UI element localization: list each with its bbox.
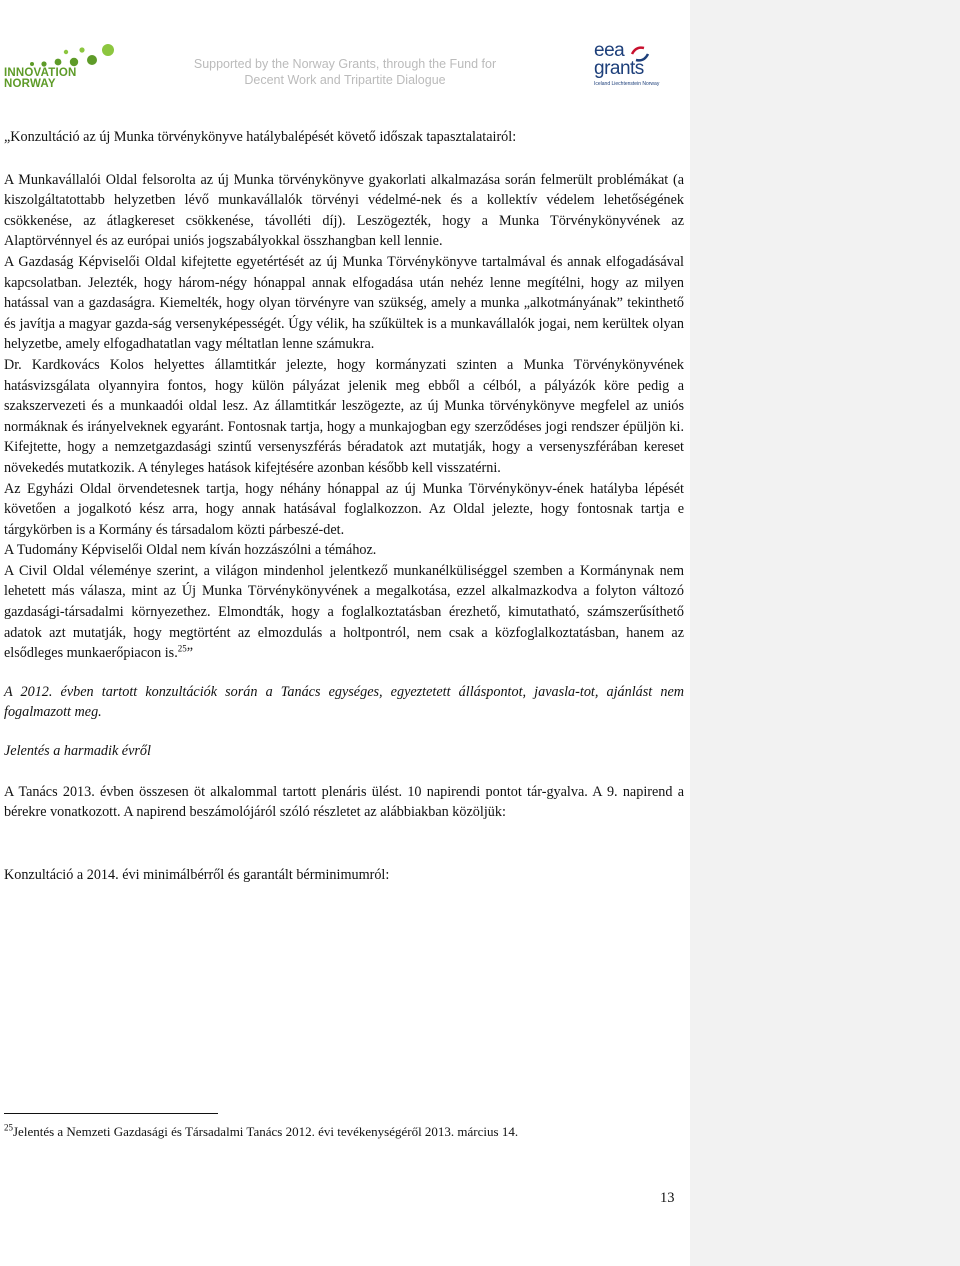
paragraph: Konzultáció a 2014. évi minimálbérről és garantált bérminimumról: bbox=[4, 866, 390, 883]
document-body bbox=[4, 127, 684, 885]
section-title: „Konzultáció az új Munka törvénykönyve hatálybalépését követő időszak tapasztalatairól: bbox=[4, 129, 517, 145]
footnote-divider bbox=[4, 1113, 218, 1114]
page-number: 13 bbox=[660, 1190, 675, 1206]
comment-margin-panel bbox=[690, 0, 960, 1266]
eea-logo-subtext: Iceland Liechtenstein Norway bbox=[594, 81, 660, 87]
logo-text-line2: NORWAY bbox=[4, 78, 56, 90]
header-center-text bbox=[150, 56, 540, 88]
section-heading: Jelentés a harmadik évről bbox=[4, 743, 151, 760]
footnote-reference[interactable]: 25 bbox=[177, 643, 187, 654]
eea-grants-logo bbox=[592, 42, 662, 94]
header-line1: Supported by the Norway Grants, through the Fund for bbox=[193, 57, 497, 71]
footnote-text: Jelentés a Nemzeti Gazdasági és Társadalmi Tanács 2012. évi tevékenységéről 2013. március 14. bbox=[13, 1124, 519, 1139]
page-header bbox=[0, 0, 690, 110]
logo-text-line1: INNOVATION bbox=[4, 67, 77, 79]
logo-dots-icon bbox=[4, 40, 124, 70]
grants-logo-text: grants bbox=[594, 58, 644, 79]
paragraph-with-footnote bbox=[4, 561, 684, 664]
footnote bbox=[4, 1124, 684, 1140]
paragraph: A Tudomány Képviselői Oldal nem kíván hozzászólni a témához. bbox=[4, 542, 377, 559]
italic-paragraph: A 2012. évben tartott konzultációk során a Tanács egységes, egyeztetett álláspontot, javasla-tot, ajánlást nem fogalmazott meg. bbox=[4, 683, 684, 721]
innovation-norway-logo bbox=[4, 40, 114, 96]
paragraph: Az Egyházi Oldal örvendetesnek tartja, hogy néhány hónappal az új Munka Törvénykönyv-ének hatályba lépését követően a jogalkotó kész arra, hogy annak hatásával foglalkozzon. Az Oldal jelezte, hogy fontosnak tartja e tárgykörben is a Kormány és társadalom közti párbeszé-det. bbox=[4, 480, 684, 538]
paragraph: A Gazdaság Képviselői Oldal kifejtette egyetértését az új Munka Törvénykönyve tartalmával és annak elfogadásával kapcsolatban. Jelezték, hogy három-négy hónappal annak elfogadása után nehéz lenne megítélni, hogy az milyen hatással van a gazdaságra. Kiemelték, hogy olyan törvényre van szükség, amely a munka „alkotmányának” tekinthető és javítja a magyar gazda-ság versenyképességét. Úgy vélik, ha szűkültek is a munkavállalók jogai, nem kerültek olyan helyzetbe, amely elfogadhatatlan vagy méltatlan lenne számukra. bbox=[4, 253, 684, 353]
eea-logo-text: eea bbox=[594, 40, 625, 61]
paragraph: A Munkavállalói Oldal felsorolta az új Munka törvénykönyve gyakorlati alkalmazása során felmerült problémákat (a kiszolgáltatottabb helyzetben lévő munkavállalók törvényi védelmé-nek és a kollektív védelem lehetőségének csökkenése, az átlagkereset csökkenése, távolléti díj). Leszögezték, hogy a Munka Törvénykönyvének az Alaptörvénnyel és az európai uniós jogszabályokkal összhangban kell lennie. bbox=[4, 171, 684, 250]
paragraph: Dr. Kardkovács Kolos helyettes államtitkár jelezte, hogy kormányzati szinten a Munka Törvénykönyvének hatásvizsgálata olyannyira fontos, hogy külön pályázat jelenik meg ebből a célból, a pályázók köre pedig a szakszervezeti és a munkaadói oldal lesz. Az államtitkár leszögezte, az új Munka törvénykönyve megfelel az uniós normáknak és irányelveknek egyaránt. Fontosnak tartja, hogy a munkajogban egy szerződéses jogi rendszer épüljön ki. Kifejtette, hogy a nemzetgazdasági szintű versenyszférás béradatok azt mutatják, hogy a versenyszférában kereset növekedés mutatkozik. A tényleges hatások kifejtésére azonban később kell visszatérni. bbox=[4, 356, 684, 476]
paragraph-text: A Civil Oldal véleménye szerint, a világon mindenhol jelentkező munkanélküliséggel szemben a Kormánynak nem lehetett más válasza, mint az Új Munka Törvénykönyvének a megalkotása, ezzel alkalmazkodva a folyton változó gazdasági-társadalmi környezethez. Elmondták, hogy a foglalkoztatásban érezhető, kimutatható, számszerűsíthető adatok azt mutatják, hogy megtörtént az elmozdulás a holtpontról, nem csak a közfoglalkoztatásban, hanem az elsődleges munkaerőpiacon is. bbox=[4, 562, 684, 662]
header-line2: Decent Work and Tripartite Dialogue bbox=[244, 73, 446, 87]
paragraph: A Tanács 2013. évben összesen öt alkalommal tartott plenáris ülést. 10 napirendi pontot tár-gyalva. A 9. napirend a bérekre vonatkozott. A napirend beszámolójáról szóló részletet az alábbiakban közöljük: bbox=[4, 783, 684, 821]
footnote-number: 25 bbox=[4, 1122, 13, 1133]
closing-quote: ” bbox=[186, 645, 194, 662]
